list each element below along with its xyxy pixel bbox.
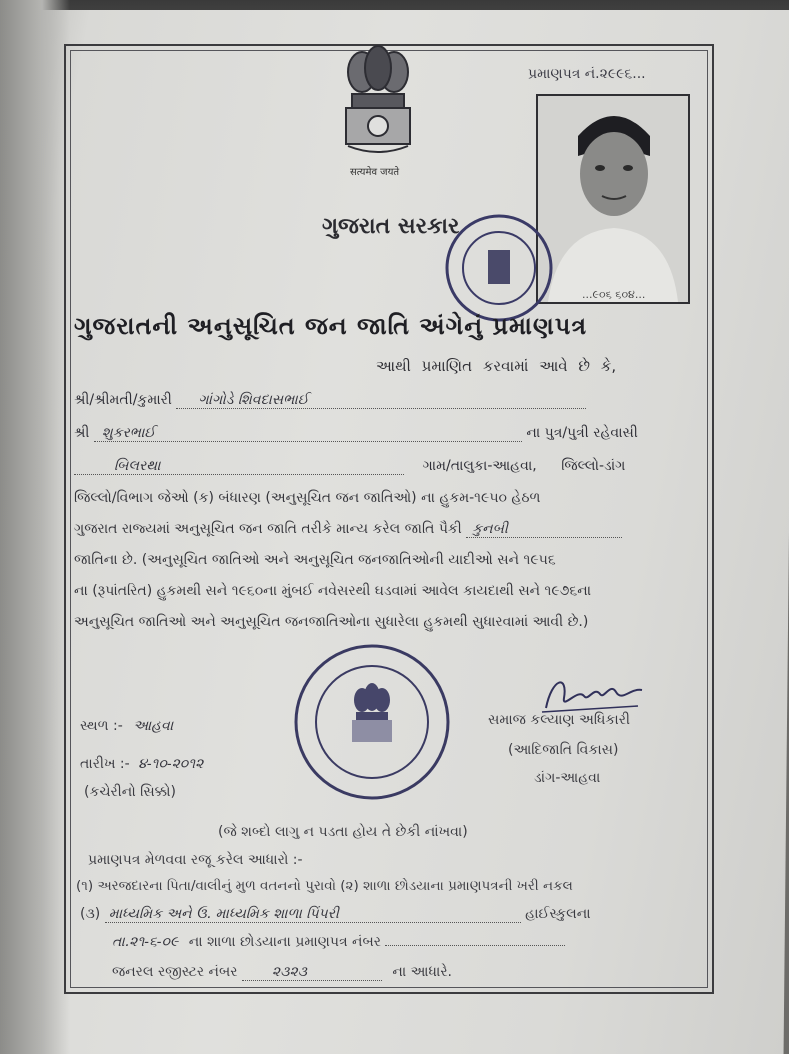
place-value: આહવા (133, 718, 174, 734)
certificate-number: પ્રમાણપત્ર નં.૨૯૯૬... (528, 66, 646, 82)
officer-place: ડાંગ-આહવા (534, 770, 601, 786)
applicant-name: ગાંગોડે શિવદાસભાઈ (176, 392, 586, 409)
document-4: તા.૨૧-૬-૦૯ ના શાળા છોડયાના પ્રમાણપત્ર નંબર (112, 934, 565, 950)
village-label: ગામ/તાલુકા-આહવા, (422, 458, 537, 474)
father-line (74, 425, 638, 442)
strike-note: (જે શબ્દો લાગુ ન પડતા હોય તે છેકી નાંખવા) (218, 824, 468, 840)
office-seal-label: (કચેરીનો સિક્કો) (84, 784, 176, 800)
father-prefix: શ્રી (74, 425, 90, 441)
certificate-title: ગુજરાતની અનુસૂચિત જન જાતિ અંગેનું પ્રમાણપત્ર (74, 312, 588, 340)
paragraph-line-3: જાતિના છે. (અનુસૂચિત જાતિઓ અને અનુસૂચિત જનજાતિઓની યાદીઓ સને ૧૯૫૬ (74, 552, 556, 568)
father-name: શુકરભાઈ (94, 425, 522, 442)
officer-title: સમાજ કલ્યાણ અધિકારી (488, 712, 630, 728)
paragraph-line-4: ના (રૂપાંતરિત) હુકમથી સને ૧૯૬૦ના મુંબઈ નવેસરથી ઘડવામાં આવેલ કાયદાથી સને ૧૯૭૬ના (74, 583, 592, 599)
register-number: ૨૩૨૩ (242, 964, 382, 981)
name-prefix: શ્રી/શ્રીમતી/કુમારી (74, 392, 172, 408)
government-name: ગુજરાત સરકાર (322, 214, 460, 239)
paper-curl-shadow (0, 0, 70, 1054)
leaving-date: તા.૨૧-૬-૦૯ (112, 934, 179, 950)
document-3: (૩) માધ્યમિક અને ઉ. માધ્યમિક શાળા પિંપરી હાઈસ્કુલના (80, 906, 591, 922)
paragraph-line-5: અનુસૂચિત જાતિઓ અને અનુસૂચિત જનજાતિઓના સુધારેલા હુકમથી સુધારવામાં આવી છે.) (74, 614, 589, 630)
village-line (74, 458, 625, 475)
officer-signature-icon (538, 668, 648, 718)
office-seal-icon (290, 640, 454, 804)
school-name: માધ્યમિક અને ઉ. માધ્યમિક શાળા પિંપરી (105, 906, 521, 923)
emblem-motto: सत्यमेव जयते (350, 167, 400, 178)
paragraph-line-1: જિલ્લો/વિભાગ જેઓ (ક) બંધારણ (અનુસૂચિત જન જાતિઓ) ના હુકમ-૧૯૫૦ હેઠળ (74, 490, 541, 506)
documents-label: પ્રમાણપત્ર મેળવવા રજૂ કરેલ આધારો :- (88, 852, 303, 868)
document-5: જનરલ રજીસ્ટર નંબર ૨૩૨૩ ના આધારે. (112, 964, 453, 980)
caste-name: કુનબી (466, 521, 622, 538)
place-line: સ્થળ :- આહવા (80, 718, 174, 734)
photo-stamp-number: ...૯૦૬ ૬૦૪... (582, 288, 646, 301)
name-line (74, 392, 586, 409)
resident-label: ના પુત્ર/પુત્રી રહેવાસી (526, 425, 638, 441)
date-value: ૪-૧૦-૨૦૧૨ (138, 756, 204, 772)
paragraph-line-2: ગુજરાત રાજ્યમાં અનુસૂચિત જન જાતિ તરીકે માન્ય કરેલ જાતિ પૈકી કુનબી (74, 521, 622, 538)
national-emblem-icon (332, 42, 424, 172)
date-line: તારીખ :- ૪-૧૦-૨૦૧૨ (80, 756, 204, 772)
officer-department: (આદિજાતિ વિકાસ) (508, 742, 619, 758)
district-label: જિલ્લો-ડાંગ (561, 458, 626, 474)
village-name: બિલરથા (74, 458, 404, 475)
document-1: (૧) અરજદારના પિતા/વાલીનું મુળ વતનનો પુરાવો (૨) શાળા છોડયાના પ્રમાણપત્રની ખરી નકલ (76, 878, 573, 894)
intro-line: આથી પ્રમાણિત કરવામાં આવે છે કે, (376, 357, 617, 375)
